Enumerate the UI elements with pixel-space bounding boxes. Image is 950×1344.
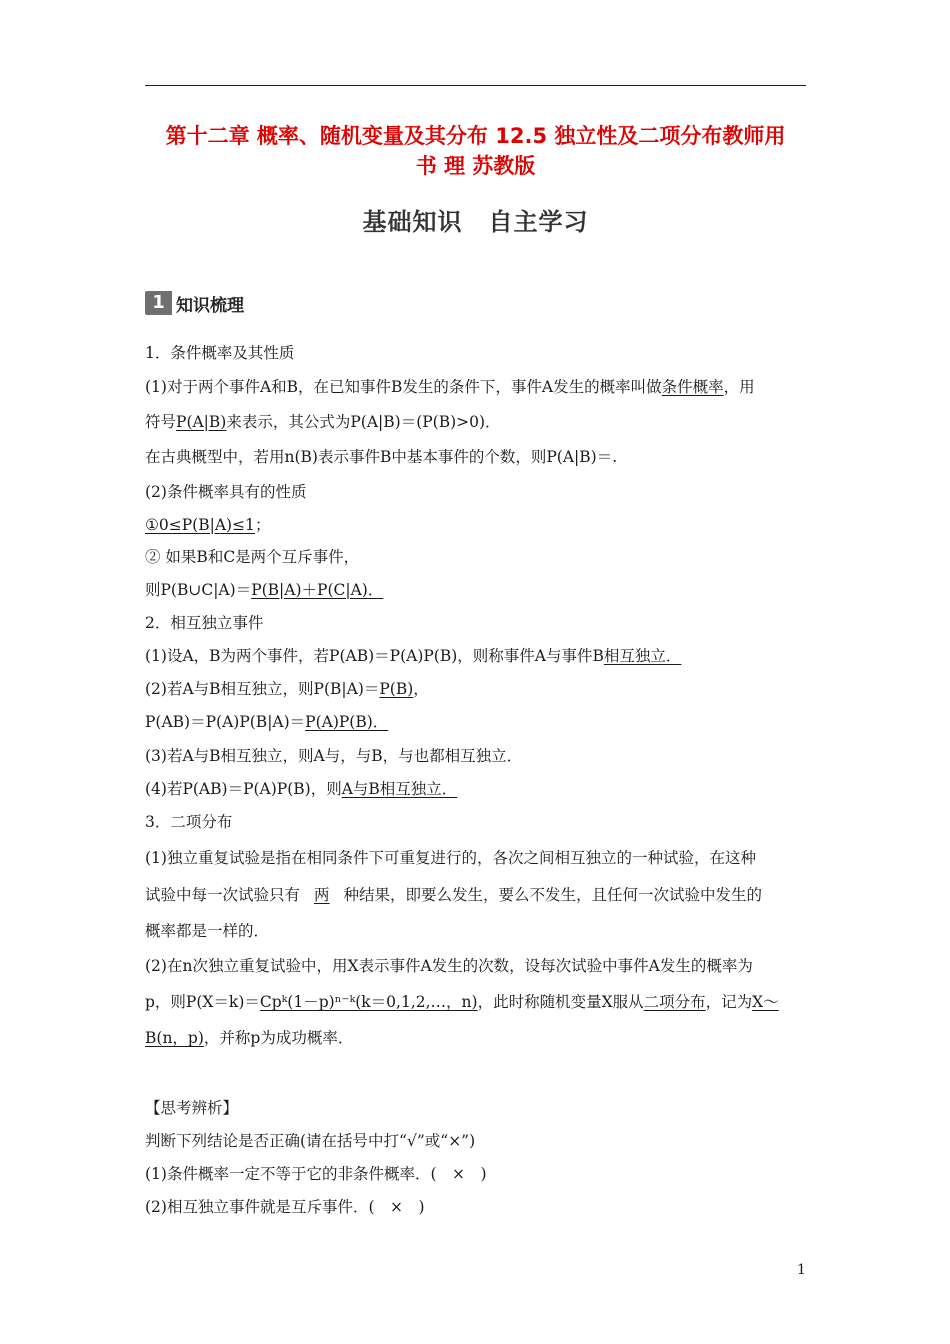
text-line: p，则P(X＝k)＝Cpᵏ(1－p)ⁿ⁻ᵏ(k＝0,1,2,…，n)，此时称随机变量X服从二项分布，记为X～: [145, 993, 779, 1011]
text-line: (2)若A与B相互独立，则P(B|A)＝P(B)，: [145, 680, 429, 698]
text-line: (2)相互独立事件就是互斥事件．( × ): [145, 1198, 425, 1216]
text-line: 3．二项分布: [145, 813, 233, 831]
text-line: (1)条件概率一定不等于它的非条件概率．( × ): [145, 1165, 487, 1183]
text-line: 符号P(A|B)来表示，其公式为P(A|B)＝(P(B)>0)．: [145, 413, 501, 431]
text-line: 概率都是一样的．: [145, 922, 270, 940]
document-title-line-2: 书 理 苏教版: [415, 154, 536, 178]
text-line: P(AB)＝P(A)P(B|A)＝P(A)P(B)．: [145, 713, 389, 731]
document-title-line-1: 第十二章 概率、随机变量及其分布 12.5 独立性及二项分布教师用: [165, 124, 786, 148]
text-line: B(n，p)，并称p为成功概率．: [145, 1029, 354, 1047]
text-line: (2)条件概率具有的性质: [145, 483, 307, 501]
section-heading-part-2: 自主学习: [488, 208, 589, 236]
text-line: 2．相互独立事件: [145, 614, 264, 632]
subheading-knowledge-review: [145, 291, 244, 315]
subheading-number-badge: 1: [145, 291, 172, 315]
text-line: (1)设A，B为两个事件，若P(AB)＝P(A)P(B)，则称事件A与事件B相互独立．: [145, 647, 682, 665]
document-title: [145, 121, 806, 181]
text-line: 1．条件概率及其性质: [145, 344, 295, 362]
text-line: (2)在n次独立重复试验中，用X表示事件A发生的次数，设每次试验中事件A发生的概率为: [145, 957, 753, 975]
text-line: ② 如果B和C是两个互斥事件，: [145, 548, 360, 566]
subheading-label: 知识梳理: [176, 295, 244, 316]
section-heading: [145, 202, 806, 237]
text-line: 在古典概型中，若用n(B)表示事件B中基本事件的个数，则P(A|B)＝.: [145, 448, 618, 466]
text-line: 试验中每一次试验只有 两 种结果，即要么发生，要么不发生，且任何一次试验中发生的: [145, 886, 763, 904]
text-line: ①0≤P(B|A)≤1；: [145, 516, 271, 534]
text-line: (1)对于两个事件A和B，在已知事件B发生的条件下，事件A发生的概率叫做条件概率，用: [145, 378, 755, 396]
text-line: 【思考辨析】: [145, 1099, 239, 1117]
section-heading-part-1: 基础知识: [362, 208, 463, 236]
top-rule: [145, 85, 806, 86]
page-number: 1: [797, 1262, 806, 1278]
text-line: 则P(B∪C|A)＝P(B|A)＋P(C|A)．: [145, 581, 384, 599]
text-line: (1)独立重复试验是指在相同条件下可重复进行的，各次之间相互独立的一种试验，在这种: [145, 849, 756, 867]
text-line: 判断下列结论是否正确(请在括号中打“√”或“×”): [145, 1132, 476, 1150]
text-line: (3)若A与B相互独立，则A与，与B，与也都相互独立．: [145, 747, 523, 765]
text-line: (4)若P(AB)＝P(A)P(B)，则A与B相互独立．: [145, 780, 458, 798]
